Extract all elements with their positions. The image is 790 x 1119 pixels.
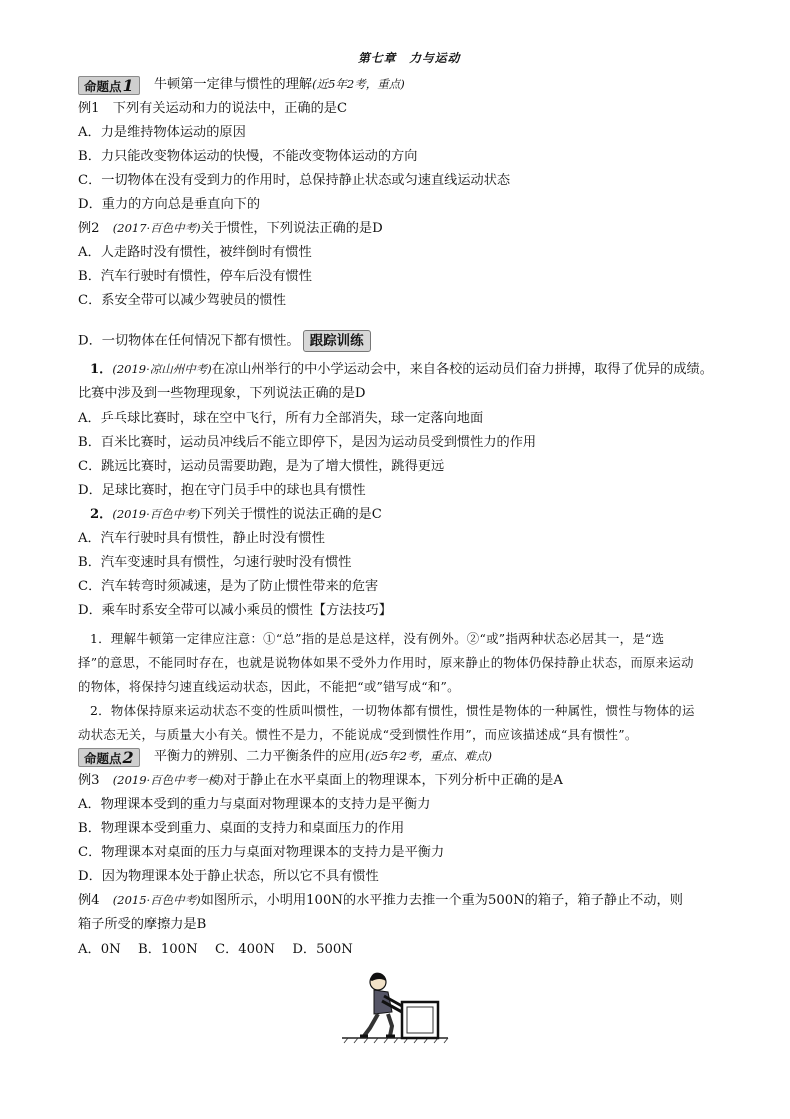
boy-pushing-box-illustration [340,968,450,1044]
page-header: 第七章 力与运动 [358,51,461,65]
tracking-training-badge: 跟踪训练 [303,330,371,352]
topic-2-tag: 命题点2 [78,748,140,767]
method-tip-line: 择”的意思，不能同时存在，也就是说物体如果不受外力作用时，原来静止的物体仍保持静止状态，而原来运动 [78,655,694,670]
method-tip-line: 动状态无关，与质量大小有关。惯性不是力，不能说成“受到惯性作用”，而应该描述成“具有惯性”。 [78,727,638,742]
topic-1-tag: 命题点1 [78,76,140,95]
example-3-option: B．物理课本受到重力、桌面的支持力和桌面压力的作用 [78,821,405,836]
topic-2-note: (近5年2考，重点、难点) [364,749,492,763]
example-2-option: C．系安全带可以减少驾驶员的惯性 [78,293,286,308]
topic-2-heading [78,748,492,767]
topic-2-title: 平衡力的辨别、二力平衡条件的应用 [153,749,365,764]
topic-1-heading [78,76,405,95]
topic-1-title: 牛顿第一定律与惯性的理解 [153,77,313,92]
example-4-stem: 例4 (2015·百色中考)如图所示，小明用100N的水平推力去推一个重为500N的箱子，箱子静止不动，则 [78,893,683,908]
question-2-option: D．乘车时系安全带可以减小乘员的惯性【方法技巧】 [78,603,392,618]
question-1-option: C．跳远比赛时，运动员需要助跑，是为了增大惯性，跳得更远 [78,459,445,474]
question-2-option: B．汽车变速时具有惯性，匀速行驶时没有惯性 [78,555,352,570]
question-2-stem: 2．(2019·百色中考)下列关于惯性的说法正确的是C [90,507,382,522]
question-1-option: B．百米比赛时，运动员冲线后不能立即停下，是因为运动员受到惯性力的作用 [78,435,537,450]
method-tip-line: 2．物体保持原来运动状态不变的性质叫惯性，一切物体都有惯性，惯性是物体的一种属性，惯性与物体的运 [90,703,695,718]
example-1-option: C．一切物体在没有受到力的作用时，总保持静止状态或匀速直线运动状态 [78,173,511,188]
example-2-option: D．一切物体在任何情况下都有惯性。 跟踪训练 [78,330,371,352]
example-2-stem: 例2 (2017·百色中考)关于惯性，下列说法正确的是D [78,221,383,236]
example-1-option: B．力只能改变物体运动的快慢，不能改变物体运动的方向 [78,149,418,164]
example-3-option: A．物理课本受到的重力与桌面对物理课本的支持力是平衡力 [78,797,431,812]
method-tip-line: 1．理解牛顿第一定律应注意：①“总”指的是总是这样，没有例外。②“或”指两种状态必居其一，是“选 [90,631,665,646]
question-1-stem: 1．(2019·凉山州中考)在凉山州举行的中小学运动会中，来自各校的运动员们奋力拼搏，取得了优异的成绩。 [90,362,713,377]
example-3-option: C．物理课本对桌面的压力与桌面对物理课本的支持力是平衡力 [78,845,445,860]
example-2-option: B．汽车行驶时有惯性，停车后没有惯性 [78,269,312,284]
example-2-option: A．人走路时没有惯性，被绊倒时有惯性 [78,245,312,260]
example-3-stem: 例3 (2019·百色中考一模)对于静止在水平桌面上的物理课本，下列分析中正确的是A [78,773,563,788]
example-4-stem-cont: 箱子所受的摩擦力是B [78,917,207,932]
question-1-stem-cont: 比赛中涉及到一些物理现象，下列说法正确的是D [78,386,366,401]
example-3-option: D．因为物理课本处于静止状态，所以它不具有惯性 [78,869,379,884]
example-1-option: A．力是维持物体运动的原因 [78,125,246,140]
example-1-stem: 例1 下列有关运动和力的说法中，正确的是C [78,101,348,116]
method-tip-line: 的物体，将保持匀速直线运动状态，因此，不能把“或”错写成“和”。 [78,679,460,694]
example-4-options: A．0N B．100N C．400N D．500N [78,942,353,957]
example-1-option: D．重力的方向总是垂直向下的 [78,197,261,212]
question-2-option: A．汽车行驶时具有惯性，静止时没有惯性 [78,531,325,546]
question-1-option: D．足球比赛时，抱在守门员手中的球也具有惯性 [78,483,366,498]
question-2-option: C．汽车转弯时须减速，是为了防止惯性带来的危害 [78,579,379,594]
topic-1-note: (近5年2考，重点) [312,77,405,91]
question-1-option: A．乒乓球比赛时，球在空中飞行，所有力全部消失，球一定落向地面 [78,411,484,426]
